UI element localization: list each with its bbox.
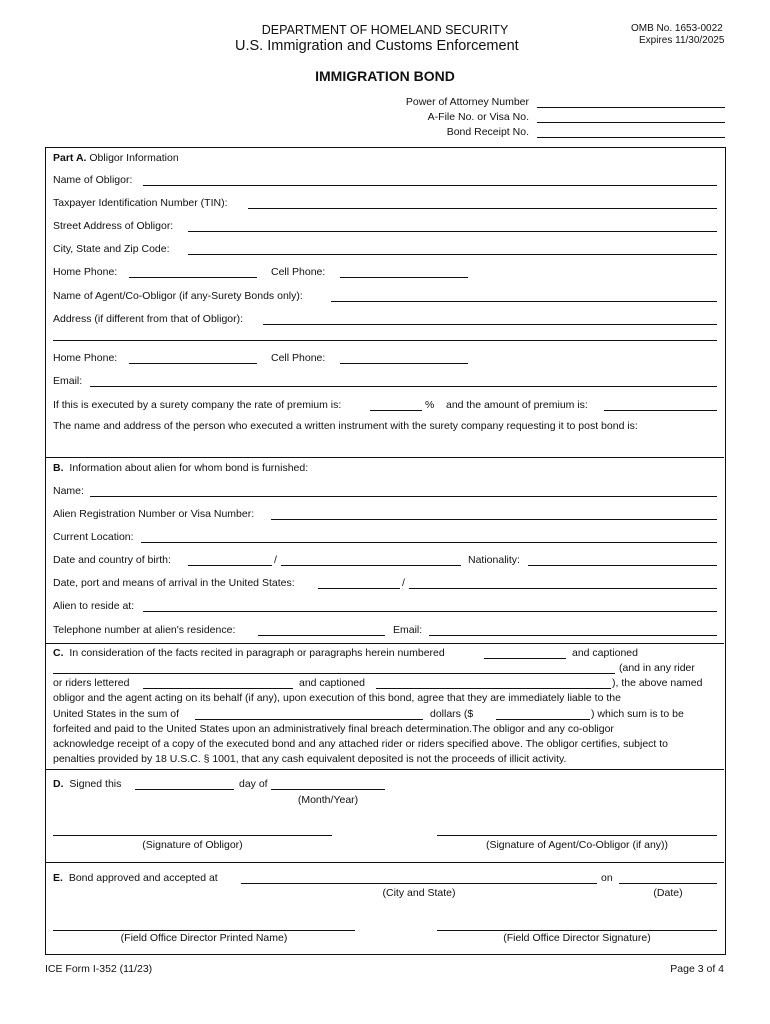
director-signature-caption: (Field Office Director Signature) xyxy=(503,932,651,944)
signed-this-label: Signed this xyxy=(69,778,122,790)
divider-b-c xyxy=(45,643,724,644)
address-field[interactable] xyxy=(263,324,717,325)
home-phone-field[interactable] xyxy=(129,277,257,278)
arrival-port-field[interactable] xyxy=(409,588,717,589)
home-phone-label: Home Phone: xyxy=(53,266,118,278)
cell-phone-label-2: Cell Phone: xyxy=(271,352,326,364)
percent-sign: % xyxy=(425,399,435,411)
cell-phone-field-2[interactable] xyxy=(340,363,468,364)
arrival-label: Date, port and means of arrival in the United States: xyxy=(53,577,295,589)
obligor-name-field[interactable] xyxy=(143,185,717,186)
month-year-field[interactable] xyxy=(271,789,385,790)
part-e-heading xyxy=(53,872,218,884)
tin-label: Taxpayer Identification Number (TIN): xyxy=(53,197,228,209)
part-c-line1 xyxy=(53,647,445,659)
form-number: ICE Form I-352 (11/23) xyxy=(45,963,153,975)
street-label: Street Address of Obligor: xyxy=(53,220,174,232)
home-phone-field-2[interactable] xyxy=(129,363,257,364)
director-name-caption: (Field Office Director Printed Name) xyxy=(120,932,288,944)
address-label: Address (if different from that of Obligor): xyxy=(53,313,244,325)
expiration-date: Expires 11/30/2025 xyxy=(639,35,725,46)
reside-label: Alien to reside at: xyxy=(53,600,135,612)
reside-field[interactable] xyxy=(143,611,717,612)
dob-label: Date and country of birth: xyxy=(53,554,171,566)
receipt-label: Bond Receipt No. xyxy=(446,126,529,138)
cell-phone-field[interactable] xyxy=(340,277,468,278)
afile-label: A-File No. or Visa No. xyxy=(427,111,529,123)
captioned-label-2: and captioned xyxy=(299,677,365,689)
part-c-text-4: obligor and the agent acting on its behalf (if any), upon execution of this bond, agree that they are immediately liable to the xyxy=(53,692,621,704)
obligor-name-label: Name of Obligor: xyxy=(53,174,133,186)
arrival-date-field[interactable] xyxy=(318,588,400,589)
sum-label: United States in the sum of xyxy=(53,708,180,720)
dollars-label: dollars ($ xyxy=(430,708,474,720)
divider-a-b xyxy=(45,457,724,458)
address-field-2[interactable] xyxy=(53,340,717,341)
poa-field[interactable] xyxy=(537,107,725,108)
above-named-label: ), the above named xyxy=(612,677,703,689)
home-phone-label-2: Home Phone: xyxy=(53,352,118,364)
arrival-slash: / xyxy=(402,577,405,589)
dob-country-field[interactable] xyxy=(281,565,461,566)
which-sum-label: ) which sum is to be xyxy=(591,708,684,720)
afile-field[interactable] xyxy=(537,122,725,123)
paragraph-numbers-field[interactable] xyxy=(484,658,566,659)
location-field[interactable] xyxy=(141,542,717,543)
part-d-heading xyxy=(53,778,121,790)
alien-phone-label: Telephone number at alien's residence: xyxy=(53,624,236,636)
rider-any-label: (and in any rider xyxy=(619,662,695,674)
tin-field[interactable] xyxy=(248,208,717,209)
part-c-text-6: forfeited and paid to the United States upon an administratively final breach determination.The obligor and any co-obligor xyxy=(53,723,614,735)
part-c-text-7: acknowledge receipt of a copy of the executed bond and any attached rider or riders specified above. The obligor certifies, subject to xyxy=(53,738,669,750)
riders-field[interactable] xyxy=(143,688,293,689)
alien-name-field[interactable] xyxy=(90,496,717,497)
divider-c-d xyxy=(45,769,724,770)
month-year-caption: (Month/Year) xyxy=(297,794,359,806)
form-title: IMMIGRATION BOND xyxy=(315,68,455,84)
director-signature-field[interactable] xyxy=(437,930,717,931)
divider-d-e xyxy=(45,862,724,863)
caption-field-2[interactable] xyxy=(376,688,611,689)
cell-phone-label: Cell Phone: xyxy=(271,266,326,278)
premium-label: If this is executed by a surety company the rate of premium is: xyxy=(53,399,342,411)
street-field[interactable] xyxy=(188,231,717,232)
part-c-text-8: penalties provided by 18 U.S.C. § 1001, that any cash equivalent deposited is not the proceeds of illicit activity. xyxy=(53,753,567,765)
obligor-signature-caption: (Signature of Obligor) xyxy=(142,839,243,851)
registration-field[interactable] xyxy=(271,519,717,520)
alien-phone-field[interactable] xyxy=(258,635,385,636)
nationality-label: Nationality: xyxy=(468,554,520,566)
surety-person-label: The name and address of the person who executed a written instrument with the surety company requesting it to post bond is: xyxy=(53,420,638,432)
city-state-caption: (City and State) xyxy=(382,887,456,899)
part-b-heading xyxy=(53,462,308,474)
agent-label: Name of Agent/Co-Obligor (if any-Surety Bonds only): xyxy=(53,290,303,302)
part-c-text-1: In consideration of the facts recited in paragraph or paragraphs herein numbered xyxy=(69,647,445,659)
city-label: City, State and Zip Code: xyxy=(53,243,170,255)
poa-label: Power of Attorney Number xyxy=(405,96,529,108)
receipt-field[interactable] xyxy=(537,137,725,138)
form-box xyxy=(45,147,726,955)
on-label: on xyxy=(601,872,613,884)
page-number: Page 3 of 4 xyxy=(670,963,724,975)
date-caption: (Date) xyxy=(653,887,683,899)
captioned-label-1: and captioned xyxy=(572,647,638,659)
caption-field-1[interactable] xyxy=(53,673,615,674)
sum-words-field[interactable] xyxy=(195,719,423,720)
department-name: DEPARTMENT OF HOMELAND SECURITY xyxy=(261,23,509,37)
sum-amount-field[interactable] xyxy=(496,719,590,720)
agency-name: U.S. Immigration and Customs Enforcement xyxy=(235,38,519,54)
approved-location-field[interactable] xyxy=(241,883,597,884)
email-label: Email: xyxy=(53,375,83,387)
nationality-field[interactable] xyxy=(528,565,717,566)
agent-field[interactable] xyxy=(331,301,717,302)
part-a-label: Part A. xyxy=(53,152,87,164)
omb-number: OMB No. 1653-0022 xyxy=(631,23,723,34)
alien-name-label: Name: xyxy=(53,485,84,497)
riders-label: or riders lettered xyxy=(53,677,130,689)
premium-rate-field[interactable] xyxy=(370,410,422,411)
obligor-signature-field[interactable] xyxy=(53,835,332,836)
approved-date-field[interactable] xyxy=(619,883,717,884)
signed-day-field[interactable] xyxy=(135,789,234,790)
director-name-field[interactable] xyxy=(53,930,355,931)
alien-email-field[interactable] xyxy=(429,635,717,636)
part-a-title: Obligor Information xyxy=(89,152,179,164)
day-of-label: day of xyxy=(239,778,268,790)
agent-signature-caption: (Signature of Agent/Co-Obligor (if any)) xyxy=(485,839,669,851)
location-label: Current Location: xyxy=(53,531,134,543)
alien-email-label: Email: xyxy=(393,624,423,636)
premium-amount-field[interactable] xyxy=(604,410,717,411)
email-field[interactable] xyxy=(90,386,717,387)
registration-label: Alien Registration Number or Visa Number: xyxy=(53,508,255,520)
dob-slash: / xyxy=(274,554,277,566)
bond-approved-label: Bond approved and accepted at xyxy=(68,872,218,884)
city-field[interactable] xyxy=(188,254,717,255)
part-e-label: E. xyxy=(53,872,63,884)
agent-signature-field[interactable] xyxy=(437,835,717,836)
dob-date-field[interactable] xyxy=(188,565,272,566)
part-b-label: B. xyxy=(53,462,64,474)
part-c-label: C. xyxy=(53,647,64,659)
part-a-heading xyxy=(53,152,179,164)
part-d-label: D. xyxy=(53,778,64,790)
part-b-title: Information about alien for whom bond is furnished: xyxy=(69,462,309,474)
premium-amount-label: and the amount of premium is: xyxy=(446,399,588,411)
